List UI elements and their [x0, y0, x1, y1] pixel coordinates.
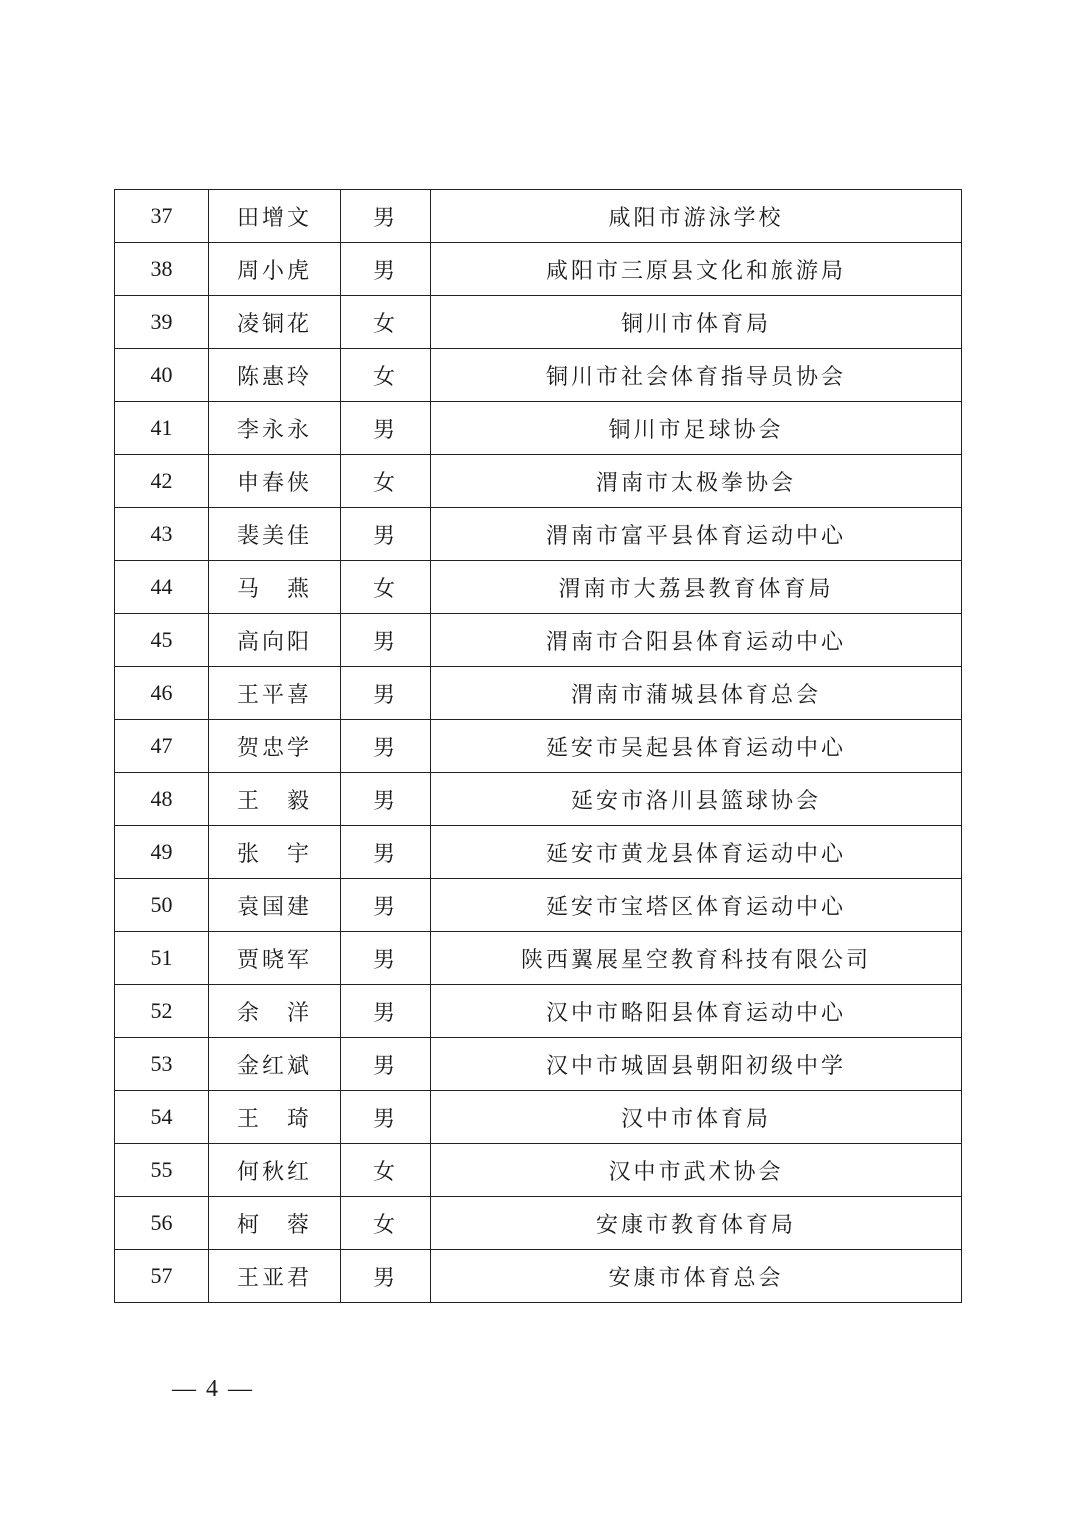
gender-cell: 男 [341, 402, 431, 455]
gender-cell: 男 [341, 985, 431, 1038]
table-row [115, 667, 962, 720]
row-number-cell: 47 [115, 720, 209, 773]
table-row [115, 720, 962, 773]
row-number-cell: 45 [115, 614, 209, 667]
table-row [115, 402, 962, 455]
table-row [115, 932, 962, 985]
gender-cell: 男 [341, 190, 431, 243]
row-number-cell: 39 [115, 296, 209, 349]
row-number-cell: 48 [115, 773, 209, 826]
gender-cell: 女 [341, 1197, 431, 1250]
table-row [115, 190, 962, 243]
table-row [115, 561, 962, 614]
person-name-cell: 何秋红 [209, 1144, 341, 1197]
person-name-cell: 田增文 [209, 190, 341, 243]
gender-cell: 男 [341, 1038, 431, 1091]
page-number: — 4 — [172, 1376, 254, 1402]
work-unit-cell: 汉中市略阳县体育运动中心 [431, 985, 962, 1038]
work-unit-cell: 汉中市城固县朝阳初级中学 [431, 1038, 962, 1091]
work-unit-cell: 铜川市足球协会 [431, 402, 962, 455]
row-number-cell: 50 [115, 879, 209, 932]
person-name-cell: 申春侠 [209, 455, 341, 508]
person-name-cell: 贾晓军 [209, 932, 341, 985]
table-row [115, 455, 962, 508]
row-number-cell: 37 [115, 190, 209, 243]
work-unit-cell: 铜川市体育局 [431, 296, 962, 349]
gender-cell: 男 [341, 667, 431, 720]
row-number-cell: 54 [115, 1091, 209, 1144]
table-row [115, 296, 962, 349]
work-unit-cell: 陕西翼展星空教育科技有限公司 [431, 932, 962, 985]
gender-cell: 男 [341, 826, 431, 879]
gender-cell: 男 [341, 243, 431, 296]
table-row [115, 243, 962, 296]
row-number-cell: 49 [115, 826, 209, 879]
person-name-cell: 陈惠玲 [209, 349, 341, 402]
table-row [115, 773, 962, 826]
gender-cell: 男 [341, 773, 431, 826]
row-number-cell: 43 [115, 508, 209, 561]
work-unit-cell: 咸阳市游泳学校 [431, 190, 962, 243]
person-name-cell: 王平喜 [209, 667, 341, 720]
table-row [115, 985, 962, 1038]
work-unit-cell: 咸阳市三原县文化和旅游局 [431, 243, 962, 296]
table-row [115, 1038, 962, 1091]
roster-table [114, 189, 962, 1303]
gender-cell: 男 [341, 508, 431, 561]
gender-cell: 男 [341, 932, 431, 985]
table-row [115, 349, 962, 402]
person-name-cell: 柯 蓉 [209, 1197, 341, 1250]
work-unit-cell: 延安市宝塔区体育运动中心 [431, 879, 962, 932]
table-row [115, 1197, 962, 1250]
row-number-cell: 52 [115, 985, 209, 1038]
table-row [115, 879, 962, 932]
work-unit-cell: 渭南市大荔县教育体育局 [431, 561, 962, 614]
table-row [115, 508, 962, 561]
work-unit-cell: 汉中市武术协会 [431, 1144, 962, 1197]
work-unit-cell: 渭南市太极拳协会 [431, 455, 962, 508]
person-name-cell: 凌铜花 [209, 296, 341, 349]
person-name-cell: 马 燕 [209, 561, 341, 614]
gender-cell: 男 [341, 879, 431, 932]
row-number-cell: 57 [115, 1250, 209, 1303]
gender-cell: 女 [341, 349, 431, 402]
gender-cell: 男 [341, 1250, 431, 1303]
work-unit-cell: 铜川市社会体育指导员协会 [431, 349, 962, 402]
row-number-cell: 46 [115, 667, 209, 720]
gender-cell: 女 [341, 1144, 431, 1197]
table-row [115, 1091, 962, 1144]
work-unit-cell: 汉中市体育局 [431, 1091, 962, 1144]
work-unit-cell: 安康市教育体育局 [431, 1197, 962, 1250]
work-unit-cell: 安康市体育总会 [431, 1250, 962, 1303]
person-name-cell: 裴美佳 [209, 508, 341, 561]
person-name-cell: 余 洋 [209, 985, 341, 1038]
gender-cell: 男 [341, 1091, 431, 1144]
work-unit-cell: 延安市黄龙县体育运动中心 [431, 826, 962, 879]
row-number-cell: 53 [115, 1038, 209, 1091]
table-row [115, 1250, 962, 1303]
row-number-cell: 51 [115, 932, 209, 985]
person-name-cell: 金红斌 [209, 1038, 341, 1091]
work-unit-cell: 渭南市合阳县体育运动中心 [431, 614, 962, 667]
row-number-cell: 40 [115, 349, 209, 402]
gender-cell: 女 [341, 561, 431, 614]
person-name-cell: 袁国建 [209, 879, 341, 932]
gender-cell: 女 [341, 455, 431, 508]
person-name-cell: 王 琦 [209, 1091, 341, 1144]
table-row [115, 826, 962, 879]
roster-table-body [115, 190, 962, 1303]
row-number-cell: 44 [115, 561, 209, 614]
gender-cell: 男 [341, 720, 431, 773]
person-name-cell: 王亚君 [209, 1250, 341, 1303]
row-number-cell: 55 [115, 1144, 209, 1197]
person-name-cell: 高向阳 [209, 614, 341, 667]
person-name-cell: 张 宇 [209, 826, 341, 879]
person-name-cell: 李永永 [209, 402, 341, 455]
row-number-cell: 41 [115, 402, 209, 455]
row-number-cell: 42 [115, 455, 209, 508]
work-unit-cell: 渭南市蒲城县体育总会 [431, 667, 962, 720]
row-number-cell: 38 [115, 243, 209, 296]
person-name-cell: 周小虎 [209, 243, 341, 296]
person-name-cell: 贺忠学 [209, 720, 341, 773]
person-name-cell: 王 毅 [209, 773, 341, 826]
gender-cell: 女 [341, 296, 431, 349]
work-unit-cell: 渭南市富平县体育运动中心 [431, 508, 962, 561]
work-unit-cell: 延安市洛川县篮球协会 [431, 773, 962, 826]
table-row [115, 614, 962, 667]
work-unit-cell: 延安市吴起县体育运动中心 [431, 720, 962, 773]
gender-cell: 男 [341, 614, 431, 667]
table-row [115, 1144, 962, 1197]
row-number-cell: 56 [115, 1197, 209, 1250]
